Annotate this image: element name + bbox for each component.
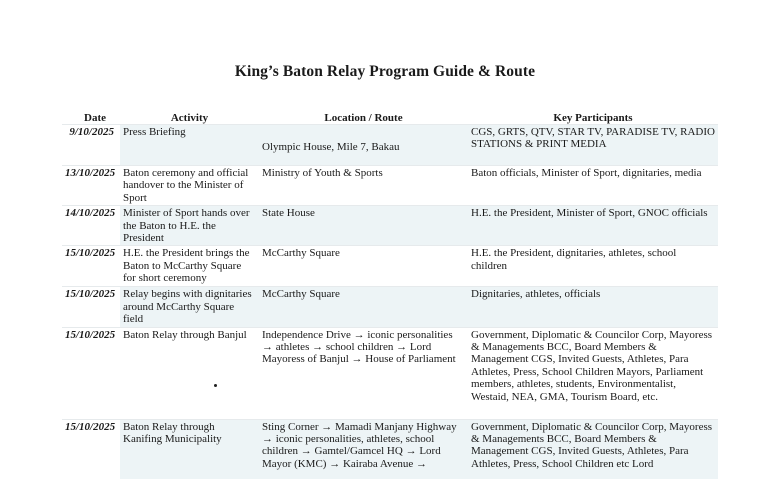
row-location: Olympic House, Mile 7, Bakau [259, 125, 468, 166]
row-participants: H.E. the President, dignitaries, athletes, school children [468, 246, 718, 287]
row-participants: Government, Diplomatic & Councilor Corp, Mayoress & Managements BCC, Board Members & Management CGS, Invited Guests, Athletes, Para Athletes, Press, School Children etc Lord [468, 419, 718, 479]
header-date: Date [84, 111, 106, 124]
row-location: McCarthy Square [259, 246, 468, 287]
row-location: McCarthy Square [259, 287, 468, 327]
stray-mark [214, 384, 217, 387]
row-date: 9/10/2025 [62, 125, 120, 166]
row-location: State House [259, 206, 468, 246]
row-location: Sting Corner → Mamadi Manjany Highway → iconic personalities, athletes, school children → Gamtel/Gamcel HQ → Lord Mayor (KMC) → Kairaba Avenue → [259, 419, 468, 479]
row-location: Ministry of Youth & Sports [259, 166, 468, 206]
page-title: King’s Baton Relay Program Guide & Route [234, 63, 536, 80]
row-participants: CGS, GRTS, QTV, STAR TV, PARADISE TV, RADIO STATIONS & PRINT MEDIA [468, 125, 718, 166]
table-row [62, 125, 718, 166]
row-activity: Relay begins with dignitaries around McCarthy Square field [120, 287, 259, 327]
row-date: 14/10/2025 [62, 206, 120, 246]
row-activity: H.E. the President brings the Baton to McCarthy Square for short ceremony [120, 246, 259, 287]
table-header-row [62, 110, 718, 125]
row-activity: Baton ceremony and official handover to the Minister of Sport [120, 166, 259, 206]
row-participants: H.E. the President, Minister of Sport, GNOC officials [468, 206, 718, 246]
table-row [62, 166, 718, 206]
header-participants: Key Participants [553, 111, 633, 124]
row-date: 15/10/2025 [62, 246, 120, 287]
header-location: Location / Route [324, 111, 403, 124]
table-row [62, 419, 718, 479]
row-participants: Government, Diplomatic & Councilor Corp, Mayoress & Managements BCC, Board Members & Management CGS, Invited Guests, Athletes, Para Athletes, Press, School Children Mayors, Parliament members, athletes, students, Environmentalist, Westaid, NEA, GMA, Tourism Board, etc. [468, 327, 718, 419]
row-activity: Baton Relay through Banjul [120, 327, 259, 419]
row-participants: Baton officials, Minister of Sport, dignitaries, media [468, 166, 718, 206]
header-activity: Activity [170, 111, 209, 124]
row-date: 15/10/2025 [62, 287, 120, 327]
row-participants: Dignitaries, athletes, officials [468, 287, 718, 327]
row-location: Independence Drive → iconic personalities → athletes → school children → Lord Mayoress of Banjul → House of Parliament [259, 327, 468, 419]
table-row [62, 287, 718, 327]
row-activity: Press Briefing [120, 125, 259, 166]
row-date: 15/10/2025 [62, 419, 120, 479]
program-table [62, 110, 718, 479]
row-date: 13/10/2025 [62, 166, 120, 206]
row-activity: Minister of Sport hands over the Baton to H.E. the President [120, 206, 259, 246]
row-date: 15/10/2025 [62, 327, 120, 419]
table-row [62, 206, 718, 246]
row-activity: Baton Relay through Kanifing Municipality [120, 419, 259, 479]
table-row [62, 327, 718, 419]
table-row [62, 246, 718, 287]
